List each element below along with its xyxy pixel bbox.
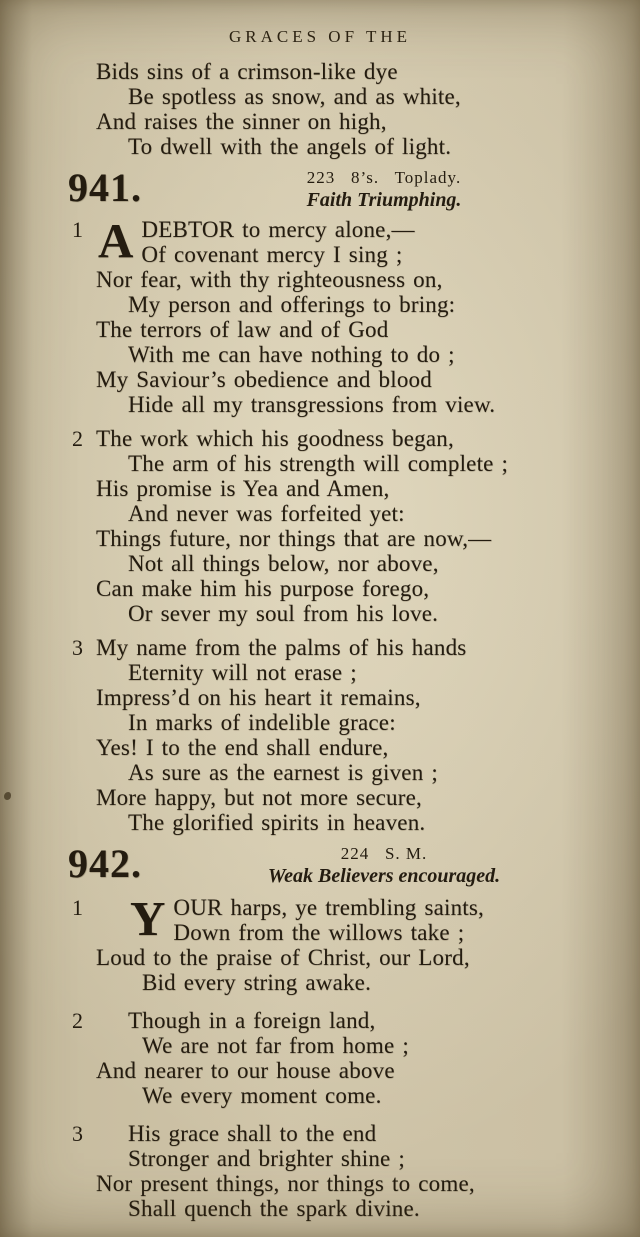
verse-line <box>128 242 614 267</box>
verse <box>72 426 614 626</box>
verse-line <box>128 292 614 317</box>
hymn-header <box>68 167 614 212</box>
verse-line-text: We are not far from home ; <box>142 1033 409 1058</box>
drop-cap-letter: Y <box>130 891 166 946</box>
hymn-meta-block <box>200 167 568 212</box>
verse-line <box>96 735 614 760</box>
verse-line-text: Bid every string awake. <box>142 970 372 995</box>
drop-cap-letter: A <box>98 213 134 268</box>
hymn-section <box>68 841 614 1221</box>
verse-line <box>96 685 614 710</box>
verse-line <box>128 1121 614 1146</box>
verse-line <box>128 342 614 367</box>
verse-line-text: Bids sins of a crimson-like dye <box>96 59 398 84</box>
verse-number: 3 <box>72 635 83 660</box>
hymns-container <box>68 165 614 1221</box>
verse-line <box>96 59 614 84</box>
verse-line-text: His promise is Yea and Amen, <box>96 476 390 501</box>
verse-line <box>128 810 614 835</box>
verse-line <box>96 317 614 342</box>
verse-line-text: As sure as the earnest is given ; <box>128 760 438 785</box>
verse-line-text: In marks of indelible grace: <box>128 710 396 735</box>
verse-number: 2 <box>72 426 83 451</box>
verse-line <box>128 551 614 576</box>
verse-line-text: The glorified spirits in heaven. <box>128 810 426 835</box>
verse-line <box>128 451 614 476</box>
verse-line-text: Nor present things, nor things to come, <box>96 1171 475 1196</box>
verse-line <box>128 1008 614 1033</box>
verse-lines <box>96 635 614 835</box>
verse-line-text: Yes! I to the end shall endure, <box>96 735 389 760</box>
verse-line <box>142 1033 614 1058</box>
verse-line-text: Be spotless as snow, and as white, <box>128 84 461 109</box>
verse-line-text: Nor fear, with thy righteousness on, <box>96 267 443 292</box>
hymn-continuation-lines <box>96 59 614 159</box>
ink-speck <box>4 792 11 800</box>
verse-line-text: My person and offerings to bring: <box>128 292 456 317</box>
verse-line <box>128 760 614 785</box>
verse-lines <box>96 426 614 626</box>
verse-line-text: And never was forfeited yet: <box>128 501 405 526</box>
verse-line-text: We every moment come. <box>142 1083 382 1108</box>
verse-lines <box>96 1008 614 1108</box>
verse-line <box>96 576 614 601</box>
verse-line-text: Impress’d on his heart it remains, <box>96 685 421 710</box>
verse <box>72 1008 614 1108</box>
verse-line-text: The arm of his strength will complete ; <box>128 451 509 476</box>
verse-line <box>142 920 614 945</box>
verse-line-text: Hide all my transgressions from view. <box>128 392 496 417</box>
verse <box>72 1121 614 1221</box>
verse-line-text: Though in a foreign land, <box>128 1008 376 1033</box>
verse-line-text: Stronger and brighter shine ; <box>128 1146 405 1171</box>
hymn-tune-line: 223 8’s. Toplady. <box>306 168 462 187</box>
page-body <box>68 59 614 1221</box>
verse-line <box>128 1196 614 1221</box>
verse-line <box>96 476 614 501</box>
verse-line-text: My Saviour’s obedience and blood <box>96 367 432 392</box>
verse <box>72 213 614 417</box>
verse-line <box>96 1171 614 1196</box>
verse-line-text: Things future, nor things that are now,— <box>96 526 492 551</box>
verse-line <box>96 267 614 292</box>
verse-line <box>128 660 614 685</box>
verse-line-text: Or sever my soul from his love. <box>128 601 439 626</box>
verse-line <box>128 1146 614 1171</box>
hymn-number: 941. <box>68 165 142 210</box>
hymn-header <box>68 843 614 888</box>
verse-line-text: His grace shall to the end <box>128 1121 377 1146</box>
verse-number: 2 <box>72 1008 83 1033</box>
verse-line-text: Down from the willows take ; <box>173 920 465 945</box>
verse-line <box>128 392 614 417</box>
hymn-meta-block <box>200 843 568 888</box>
verse <box>72 635 614 835</box>
verse-line <box>142 1083 614 1108</box>
verse-line-text: The terrors of law and of God <box>96 317 389 342</box>
verse-line <box>128 134 614 159</box>
verse-line-text: Eternity will not erase ; <box>128 660 357 685</box>
verse-line-text: Of covenant mercy I sing ; <box>141 242 403 267</box>
verse-line <box>96 785 614 810</box>
verse-line-text: With me can have nothing to do ; <box>128 342 455 367</box>
verse-line-text: And raises the sinner on high, <box>96 109 387 134</box>
verse-number: 1 <box>72 895 83 920</box>
verse-line-text: The work which his goodness began, <box>96 426 454 451</box>
verse-lines <box>96 891 614 995</box>
verse-line-text: OUR harps, ye trembling saints, <box>173 895 484 920</box>
hymn-number: 942. <box>68 841 142 886</box>
verse-line <box>96 109 614 134</box>
verse-line <box>96 426 614 451</box>
verse-line-text: And nearer to our house above <box>96 1058 395 1083</box>
hymn-tune-line: 224 S. M. <box>340 844 428 863</box>
verse <box>72 891 614 995</box>
verse-line <box>128 601 614 626</box>
verse-line <box>128 710 614 735</box>
verse-line-text: My name from the palms of his hands <box>96 635 467 660</box>
verse-line <box>96 1058 614 1083</box>
running-header: GRACES OF THE <box>228 27 412 46</box>
verse-line <box>96 945 614 970</box>
verse-line <box>96 367 614 392</box>
verse-number: 1 <box>72 217 83 242</box>
verse-line-text: Shall quench the spark divine. <box>128 1196 420 1221</box>
verse-line-text: To dwell with the angels of light. <box>128 134 452 159</box>
verse-line-text: More happy, but not more secure, <box>96 785 422 810</box>
verse-line <box>96 526 614 551</box>
hymn-subtitle: Weak Believers encouraged. <box>267 865 501 887</box>
verse-lines <box>96 1121 614 1221</box>
verse-line <box>142 970 614 995</box>
verse-number: 3 <box>72 1121 83 1146</box>
hymn-subtitle: Faith Triumphing. <box>306 189 462 211</box>
hymn-section <box>68 165 614 835</box>
verse-line-text: Can make him his purpose forego, <box>96 576 430 601</box>
verse-line <box>96 635 614 660</box>
verse-line <box>128 84 614 109</box>
verse-line-text: Not all things below, nor above, <box>128 551 439 576</box>
verse-line <box>128 501 614 526</box>
verse-lines <box>96 213 614 417</box>
verse-line-text: DEBTOR to mercy alone,— <box>141 217 415 242</box>
verse-line-text: Loud to the praise of Christ, our Lord, <box>96 945 470 970</box>
